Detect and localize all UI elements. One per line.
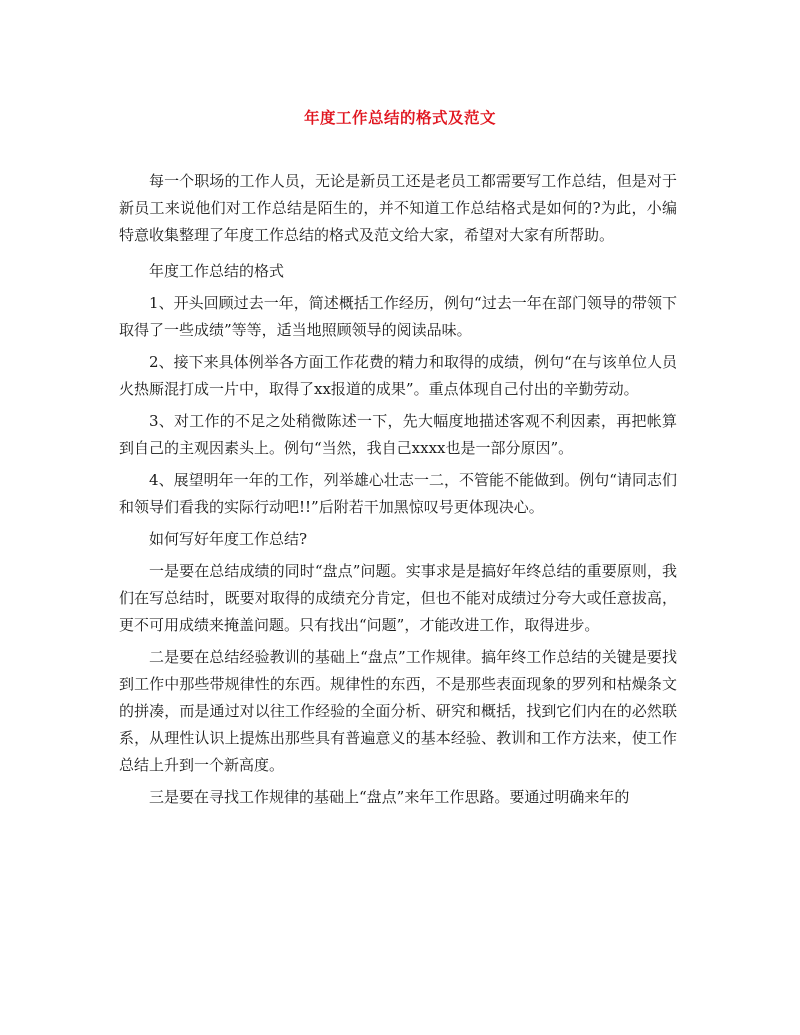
intro-paragraph: 每一个职场的工作人员，无论是新员工还是老员工都需要写工作总结，但是对于新员工来说他们对工作总结是陌生的，并不知道工作总结格式是如何的?为此，小编特意收集整理了年度工作总结的格式及范文给大家，希望对大家有所帮助。 bbox=[119, 172, 677, 244]
section-heading-how-to: 如何写好年度工作总结? bbox=[149, 530, 308, 548]
document-body bbox=[119, 168, 677, 816]
format-item-4: 4、展望明年一年的工作，列举雄心壮志一二，不管能不能做到。例句“请同志们和领导们看我的实际行动吧!!”后附若干加黑惊叹号更体现决心。 bbox=[119, 471, 677, 516]
section-heading-format: 年度工作总结的格式 bbox=[149, 262, 285, 280]
how-to-paragraph-2: 二是要在总结经验教训的基础上“盘点”工作规律。搞年终工作总结的关键是要找到工作中那些带规律性的东西。规律性的东西，不是那些表面现象的罗列和枯燥条文的拼凑，而是通过对以往工作经验的全面分析、研究和概括，找到它们内在的必然联系，从理性认识上提炼出那些具有普遍意义的基本经验、教训和工作方法来，使工作总结上升到一个新高度。 bbox=[119, 648, 677, 774]
how-to-paragraph-3: 三是要在寻找工作规律的基础上“盘点”来年工作思路。要通过明确来年的 bbox=[149, 788, 630, 806]
document-title: 年度工作总结的格式及范文 bbox=[303, 108, 496, 127]
format-item-3: 3、对工作的不足之处稍微陈述一下，先大幅度地描述客观不利因素，再把帐算到自己的主观因素头上。例句“当然，我自己xxxx也是一部分原因”。 bbox=[119, 412, 677, 457]
how-to-paragraph-1: 一是要在总结成绩的同时“盘点”问题。实事求是是搞好年终总结的重要原则，我们在写总结时，既要对取得的成绩充分肯定，但也不能对成绩过分夸大或任意拔高，更不可用成绩来掩盖问题。只有找出“问题”，才能改进工作，取得进步。 bbox=[119, 562, 677, 634]
format-item-2: 2、接下来具体例举各方面工作花费的精力和取得的成绩，例句“在与该单位人员火热厮混打成一片中，取得了xx报道的成果”。重点体现自己付出的辛勤劳动。 bbox=[119, 353, 677, 398]
format-item-1: 1、开头回顾过去一年，简述概括工作经历，例句“过去一年在部门领导的带领下取得了一些成绩”等等，适当地照顾领导的阅读品味。 bbox=[119, 294, 677, 339]
